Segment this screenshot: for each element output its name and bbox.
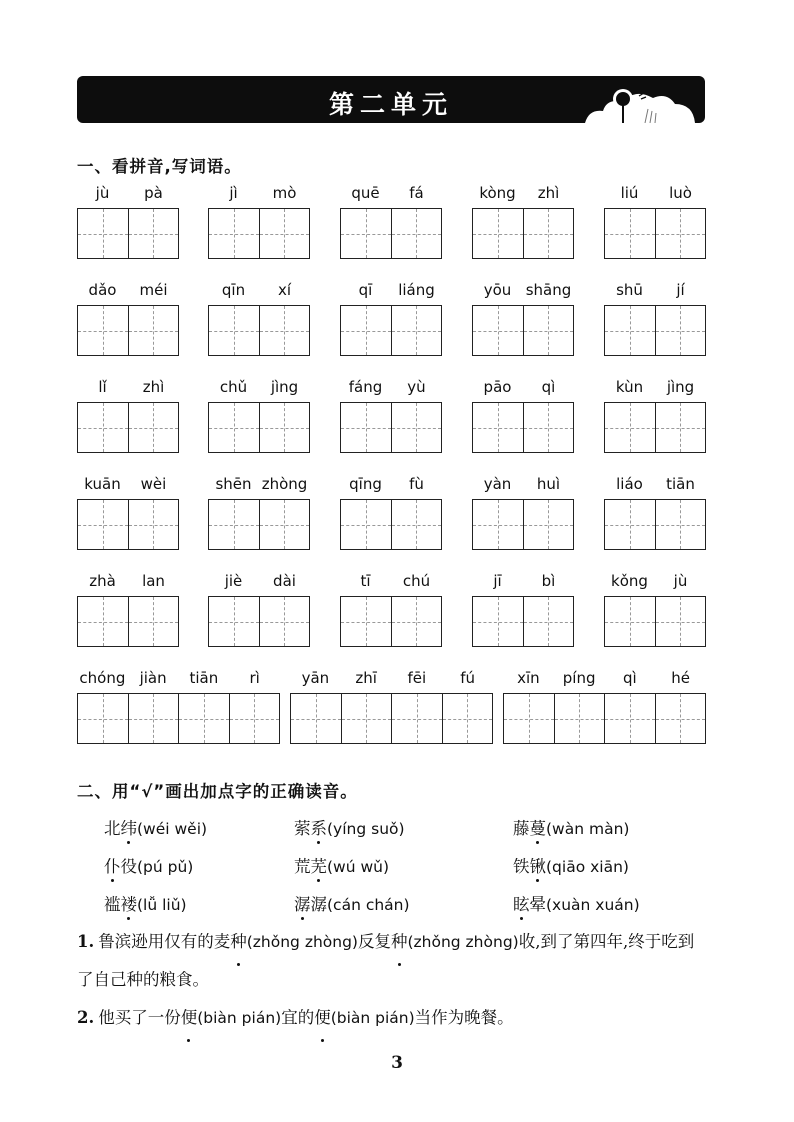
choice-item[interactable] — [294, 891, 410, 915]
dotted-char: 仆 — [104, 853, 121, 877]
pinyin-label: tī — [360, 572, 371, 590]
dotted-char: 便 — [181, 999, 198, 1037]
writing-cell[interactable] — [341, 306, 391, 355]
pinyin-label: xí — [277, 281, 292, 299]
writing-cell[interactable] — [473, 597, 523, 646]
sentence-text: 当作为晚餐。 — [414, 1008, 514, 1027]
writing-cell[interactable] — [473, 500, 523, 549]
writing-cell[interactable] — [78, 306, 128, 355]
pinyin-label: shēn — [215, 475, 252, 493]
pinyin-label: liáng — [398, 281, 435, 299]
pinyin-label: xīn — [517, 669, 540, 687]
writing-cell[interactable] — [655, 500, 706, 549]
sentence-text: 鲁滨逊用仅有的麦 — [98, 932, 231, 951]
writing-cell[interactable] — [504, 694, 554, 743]
writing-cell[interactable] — [128, 209, 179, 258]
dotted-char: 种 — [391, 923, 408, 961]
choice-item[interactable] — [513, 853, 629, 877]
pinyin-label: jiè — [224, 572, 243, 590]
dotted-char: 纬 — [121, 815, 138, 839]
dotted-char: 蔓 — [530, 815, 547, 839]
word-box[interactable] — [340, 305, 442, 356]
sentence-text: 他买了一份 — [98, 1008, 181, 1027]
pinyin-label: liú — [620, 184, 639, 202]
pinyin-label: fú — [460, 669, 476, 687]
writing-cell[interactable] — [391, 403, 442, 452]
pinyin-label: luò — [669, 184, 692, 202]
pinyin-label: jù — [673, 572, 688, 590]
word-char: 藤 — [513, 819, 530, 838]
pinyin-options: (yíng suǒ) — [327, 820, 405, 838]
word-box[interactable] — [604, 596, 706, 647]
pinyin-options: (wàn màn) — [546, 820, 630, 838]
pinyin-label: bì — [541, 572, 556, 590]
idiom-box[interactable] — [77, 693, 280, 744]
pinyin-label: chóng — [79, 669, 126, 687]
dotted-char: 锹 — [530, 853, 547, 877]
word-box[interactable] — [340, 208, 442, 259]
pinyin-label: qīn — [221, 281, 246, 299]
writing-cell[interactable] — [605, 306, 655, 355]
pinyin-label: kuān — [84, 475, 121, 493]
pinyin-label: mò — [272, 184, 297, 202]
choice-item[interactable] — [104, 853, 193, 877]
word-char: 晕 — [529, 895, 546, 914]
word-box[interactable] — [77, 499, 179, 550]
question-number: 2. — [77, 1008, 95, 1027]
word-box[interactable] — [340, 402, 442, 453]
pinyin-options[interactable]: (biàn pián) — [197, 1009, 282, 1027]
word-box[interactable] — [604, 305, 706, 356]
writing-cell[interactable] — [341, 209, 391, 258]
writing-cell[interactable] — [209, 209, 259, 258]
pinyin-label: fēi — [407, 669, 427, 687]
writing-cell[interactable] — [128, 500, 179, 549]
pinyin-options: (wú wǔ) — [327, 858, 390, 876]
pinyin-label: jí — [676, 281, 685, 299]
pinyin-label: qīng — [349, 475, 382, 493]
word-box[interactable] — [472, 402, 574, 453]
dotted-char: 眩 — [513, 891, 530, 915]
choice-item[interactable] — [294, 853, 389, 877]
dotted-char: 潺 — [294, 891, 311, 915]
writing-cell[interactable] — [78, 694, 128, 743]
word-box[interactable] — [208, 402, 310, 453]
tree-cloud-icon — [575, 76, 705, 123]
choice-item[interactable] — [513, 891, 640, 915]
pinyin-options[interactable]: (zhǒng zhòng) — [246, 933, 358, 951]
word-char: 潺 — [310, 895, 327, 914]
writing-cell[interactable] — [391, 209, 442, 258]
pinyin-label: jìng — [666, 378, 695, 396]
word-box[interactable] — [77, 596, 179, 647]
word-box[interactable] — [340, 596, 442, 647]
writing-cell[interactable] — [523, 597, 574, 646]
writing-cell[interactable] — [178, 694, 229, 743]
pinyin-label: shū — [616, 281, 643, 299]
word-box[interactable] — [77, 208, 179, 259]
pinyin-label: liáo — [616, 475, 643, 493]
writing-cell[interactable] — [209, 597, 259, 646]
writing-cell[interactable] — [341, 500, 391, 549]
writing-cell[interactable] — [291, 694, 341, 743]
pinyin-label: jìng — [270, 378, 299, 396]
dotted-char: 芜 — [311, 853, 328, 877]
unit-title: 第二单元 — [328, 90, 453, 119]
writing-cell[interactable] — [523, 209, 574, 258]
dotted-char: 系 — [311, 815, 328, 839]
sentence-text: 宜的 — [281, 1008, 315, 1027]
writing-cell[interactable] — [78, 500, 128, 549]
pinyin-label: méi — [139, 281, 168, 299]
word-box[interactable] — [208, 305, 310, 356]
word-char: 役 — [120, 857, 137, 876]
writing-cell[interactable] — [605, 500, 655, 549]
pinyin-label: kǒng — [611, 572, 648, 590]
writing-cell[interactable] — [229, 694, 280, 743]
pinyin-label: pāo — [483, 378, 512, 396]
writing-cell[interactable] — [605, 209, 655, 258]
pinyin-label: lǐ — [98, 378, 107, 396]
writing-cell[interactable] — [128, 306, 179, 355]
writing-cell[interactable] — [605, 597, 655, 646]
pinyin-options: (wéi wěi) — [137, 820, 208, 838]
pinyin-label: tiān — [189, 669, 219, 687]
pinyin-label: qī — [358, 281, 373, 299]
choice-item[interactable] — [104, 815, 207, 839]
writing-cell[interactable] — [655, 403, 706, 452]
writing-cell[interactable] — [523, 306, 574, 355]
choice-item[interactable] — [513, 815, 629, 839]
word-box[interactable] — [472, 499, 574, 550]
word-box[interactable] — [604, 499, 706, 550]
word-box[interactable] — [208, 499, 310, 550]
writing-cell[interactable] — [655, 209, 706, 258]
pinyin-label: shāng — [525, 281, 572, 299]
pinyin-label: fáng — [348, 378, 383, 396]
pinyin-label: kùn — [615, 378, 644, 396]
pinyin-label: pà — [144, 184, 163, 202]
section2-title: 二、用“√”画出加点字的正确读音。 — [77, 782, 358, 801]
dotted-char: 种 — [230, 923, 247, 961]
writing-cell[interactable] — [341, 403, 391, 452]
writing-cell[interactable] — [391, 597, 442, 646]
writing-cell[interactable] — [259, 306, 310, 355]
pinyin-options: (cán chán) — [327, 896, 410, 914]
writing-cell[interactable] — [604, 694, 655, 743]
writing-cell[interactable] — [341, 597, 391, 646]
writing-cell[interactable] — [259, 403, 310, 452]
pinyin-label: dài — [273, 572, 296, 590]
writing-cell[interactable] — [473, 306, 523, 355]
word-box[interactable] — [77, 305, 179, 356]
pinyin-label: yān — [301, 669, 330, 687]
word-box[interactable] — [208, 596, 310, 647]
pinyin-options: (xuàn xuán) — [546, 896, 640, 914]
pinyin-label: jù — [95, 184, 110, 202]
pinyin-options: (qiāo xiān) — [546, 858, 629, 876]
writing-cell[interactable] — [259, 597, 310, 646]
writing-cell[interactable] — [259, 209, 310, 258]
idiom-box[interactable] — [503, 693, 706, 744]
word-box[interactable] — [472, 305, 574, 356]
dotted-char: 褛 — [121, 891, 138, 915]
pinyin-label: zhī — [355, 669, 377, 687]
choice-item[interactable] — [294, 815, 405, 839]
writing-cell[interactable] — [128, 403, 179, 452]
writing-cell[interactable] — [391, 500, 442, 549]
pinyin-label: huì — [536, 475, 561, 493]
pinyin-label: jì — [229, 184, 238, 202]
pinyin-label: yàn — [483, 475, 512, 493]
pinyin-label: dǎo — [88, 281, 117, 299]
sentence-question — [77, 999, 707, 1037]
word-box[interactable] — [604, 208, 706, 259]
pinyin-label: quē — [351, 184, 380, 202]
pinyin-label: jiàn — [139, 669, 167, 687]
writing-cell[interactable] — [78, 209, 128, 258]
writing-cell[interactable] — [655, 694, 706, 743]
pinyin-label: rì — [249, 669, 260, 687]
writing-cell[interactable] — [523, 500, 574, 549]
sentence-question — [77, 923, 707, 999]
pinyin-label: lan — [142, 572, 165, 590]
writing-cell[interactable] — [523, 403, 574, 452]
unit-banner — [77, 76, 705, 123]
pinyin-label: yù — [407, 378, 426, 396]
pinyin-options[interactable]: (zhǒng zhòng) — [407, 933, 519, 951]
word-box[interactable] — [472, 596, 574, 647]
writing-cell[interactable] — [391, 306, 442, 355]
pinyin-label: chú — [402, 572, 431, 590]
word-box[interactable] — [604, 402, 706, 453]
writing-cell[interactable] — [78, 597, 128, 646]
writing-cell[interactable] — [259, 500, 310, 549]
word-box[interactable] — [340, 499, 442, 550]
writing-cell[interactable] — [605, 403, 655, 452]
word-box[interactable] — [77, 402, 179, 453]
writing-cell[interactable] — [209, 500, 259, 549]
pinyin-label: zhì — [537, 184, 560, 202]
word-char: 萦 — [294, 819, 311, 838]
pinyin-label: tiān — [666, 475, 695, 493]
writing-cell[interactable] — [442, 694, 493, 743]
writing-cell[interactable] — [554, 694, 605, 743]
page-number: 3 — [391, 1053, 403, 1073]
word-char: 北 — [104, 819, 121, 838]
writing-cell[interactable] — [209, 306, 259, 355]
pinyin-label: zhòng — [261, 475, 308, 493]
pinyin-label: fá — [409, 184, 424, 202]
writing-cell[interactable] — [341, 694, 392, 743]
question-number: 1. — [77, 932, 95, 951]
word-box[interactable] — [208, 208, 310, 259]
dotted-char: 便 — [314, 999, 331, 1037]
pinyin-label: zhà — [89, 572, 116, 590]
pinyin-options[interactable]: (biàn pián) — [330, 1009, 415, 1027]
pinyin-label: yōu — [483, 281, 512, 299]
word-char: 铁 — [513, 857, 530, 876]
writing-cell[interactable] — [655, 597, 706, 646]
pinyin-label: wèi — [140, 475, 167, 493]
writing-cell[interactable] — [473, 209, 523, 258]
pinyin-label: píng — [562, 669, 596, 687]
pinyin-label: jī — [493, 572, 502, 590]
writing-cell[interactable] — [391, 694, 442, 743]
idiom-box[interactable] — [290, 693, 493, 744]
pinyin-label: kòng — [479, 184, 516, 202]
pinyin-label: qì — [623, 669, 637, 687]
word-box[interactable] — [472, 208, 574, 259]
section1-title: 一、看拼音,写词语。 — [77, 157, 242, 176]
word-char: 褴 — [104, 895, 121, 914]
pinyin-label: fù — [409, 475, 424, 493]
pinyin-label: chǔ — [219, 378, 248, 396]
pinyin-label: hé — [671, 669, 690, 687]
pinyin-options: (pú pǔ) — [137, 858, 194, 876]
pinyin-label: qì — [541, 378, 556, 396]
writing-cell[interactable] — [655, 306, 706, 355]
writing-cell[interactable] — [128, 597, 179, 646]
writing-cell[interactable] — [128, 694, 179, 743]
pinyin-label: zhì — [142, 378, 165, 396]
writing-cell[interactable] — [78, 403, 128, 452]
writing-cell[interactable] — [473, 403, 523, 452]
choice-item[interactable] — [104, 891, 187, 915]
pinyin-options: (lǚ liǔ) — [137, 896, 187, 914]
sentence-text: 收,到了第四年,终于吃到了自己种的粮食。 — [77, 932, 695, 989]
word-char: 荒 — [294, 857, 311, 876]
writing-cell[interactable] — [209, 403, 259, 452]
sentence-text: 反复 — [357, 932, 391, 951]
